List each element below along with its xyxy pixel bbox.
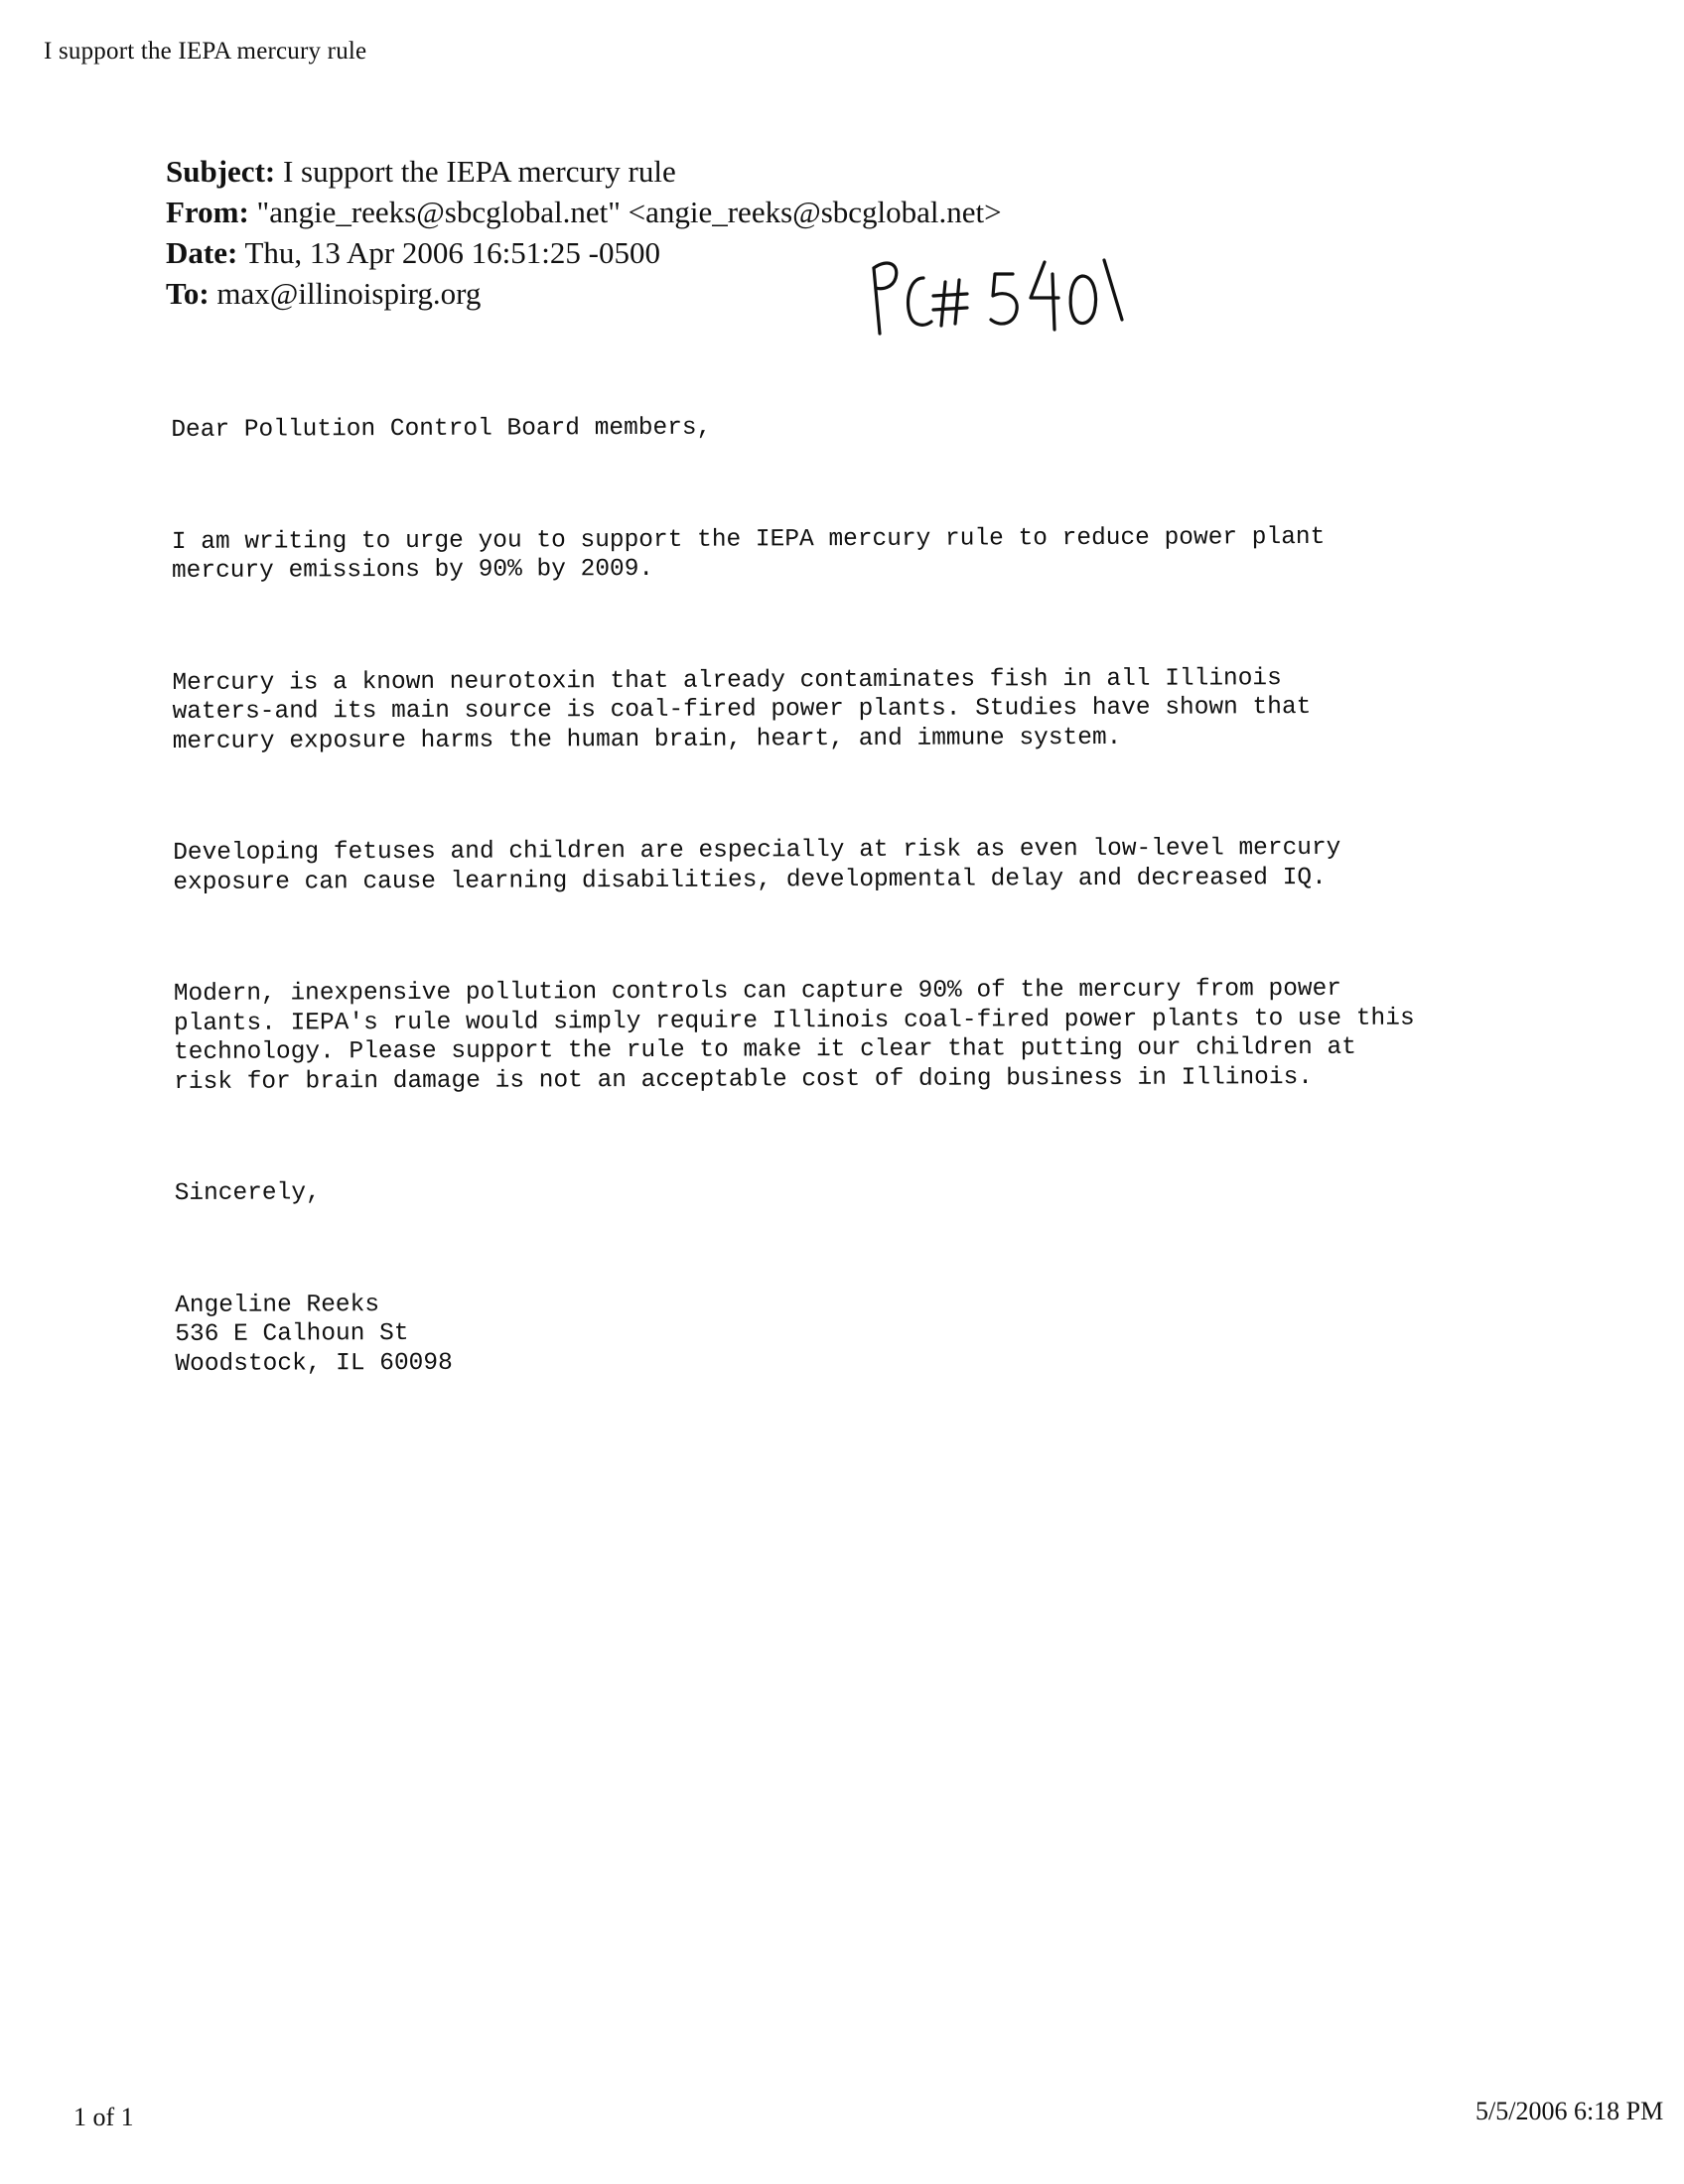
signature-street: 536 E Calhoun St <box>175 1319 409 1348</box>
page-number: 1 of 1 <box>73 2103 134 2131</box>
to-value: max@illinoispirg.org <box>216 276 482 311</box>
email-body <box>171 352 1416 1433</box>
body-paragraph-3: Developing fetuses and children are especially at risk as even low-level mercury exposure can cause learning disabilities, developmental delay and decreased IQ. <box>173 834 1341 896</box>
closing: Sincerely, <box>174 1179 321 1207</box>
subject-value: I support the IEPA mercury rule <box>282 154 676 189</box>
greeting: Dear Pollution Control Board members, <box>171 414 712 444</box>
handwritten-pc-number-stamp <box>866 250 1124 340</box>
body-paragraph-4: Modern, inexpensive pollution controls can capture 90% of the mercury from power plants. IEPA's rule would simply require Illinois coal-fired power plants to use this technology. Please support the rule to make it clear that putting our children at risk for brain damage is not an acceptable cost of doing business in Illinois. <box>173 975 1415 1096</box>
subject-label: Subject: <box>166 154 276 189</box>
signature-block <box>175 1286 1416 1379</box>
date-value: Thu, 13 Apr 2006 16:51:25 -0500 <box>244 235 660 270</box>
body-paragraph-2: Mercury is a known neurotoxin that already contaminates fish in all Illinois waters-and its main source is coal-fired power plants. Studies have shown that mercury exposure harms the human brain, heart, and immune system. <box>172 664 1312 755</box>
subject-row <box>166 151 1002 192</box>
page-header-title: I support the IEPA mercury rule <box>44 38 367 65</box>
print-timestamp: 5/5/2006 6:18 PM <box>1475 2097 1664 2125</box>
to-label: To: <box>166 276 210 311</box>
from-value: "angie_reeks@sbcglobal.net" <angie_reeks@sbcglobal.net> <box>256 195 1002 229</box>
date-label: Date: <box>166 235 238 270</box>
signature-name: Angeline Reeks <box>175 1291 380 1319</box>
body-paragraph-1: I am writing to urge you to support the IEPA mercury rule to reduce power plant mercury emissions by 90% by 2009. <box>171 523 1326 585</box>
from-row <box>166 192 1002 232</box>
from-label: From: <box>166 195 249 229</box>
signature-city: Woodstock, IL 60098 <box>175 1349 453 1378</box>
